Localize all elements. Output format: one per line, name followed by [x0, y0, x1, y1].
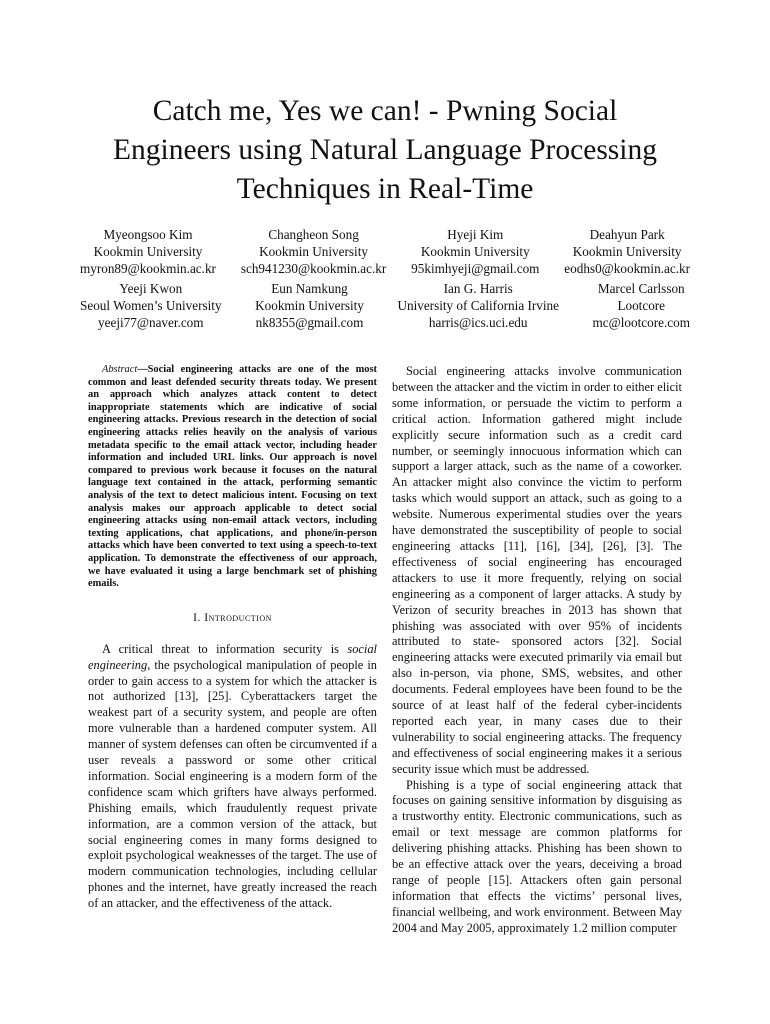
intro-paragraph-1	[88, 642, 377, 912]
author-email: eodhs0@kookmin.ac.kr	[564, 261, 690, 277]
title-line-2: Engineers using Natural Language Processing	[113, 134, 657, 166]
body-paragraph-social-engineering: Social engineering attacks involve communication between the attacker and the victim in order to either elicit some information, or persuade the victim to perform a critical action. Information gathered might include explicitly secure information such as a credit card number, or seemingly innocuous information which can support a larger attack, such as the name of a coworker. An attacker might also convince the victim to perform tasks which would support an attack, such as going to a website. Numerous experimental studies over the years have demonstrated the susceptibility of people to social engineering attacks [11], [16], [34], [26], [3]. The effectiveness of social engineering has encouraged attackers to use it more frequently, relying on social engineering as a component of larger attacks. A study by Verizon of security breaches in 2013 has shown that phishing was associated with over 95% of incidents attributed to state- sponsored actors [32]. Social engineering attacks were executed primarily via email but also in-person, via phone, SMS, websites, and other documents. Federal employees have been found to be the source of at least half of the federal cyber-incidents reported each year, in many cases due to their vulnerability to social engineering attacks. The frequency and effectiveness of social engineering makes it a serious security issue which must be addressed.	[392, 364, 682, 776]
author-name: Hyeji Kim	[447, 227, 504, 242]
intro-emphasis: social engineering	[88, 641, 377, 672]
author-name: Yeeji Kwon	[119, 280, 183, 296]
author-affiliation: Lootcore	[617, 297, 666, 313]
author-deahyun-park	[564, 226, 690, 278]
intro-text-before: A critical threat to information security is	[102, 641, 348, 656]
author-myeongsoo-kim	[80, 226, 216, 278]
author-email: 95kimhyeji@gmail.com	[411, 261, 540, 277]
author-name: Deahyun Park	[589, 227, 665, 242]
author-name: Marcel Carlsson	[597, 280, 685, 296]
title-line-3: Techniques in Real-Time	[236, 173, 534, 205]
author-name: Ian G. Harris	[443, 280, 513, 296]
author-email: myron89@kookmin.ac.kr	[80, 261, 216, 277]
author-name: Myeongsoo Kim	[103, 227, 193, 242]
author-block	[80, 226, 690, 333]
intro-text-after: , the psychological manipulation of people in order to gain access to a system for which the attacker is not authorized [13], [25]. Cyberattackers target the weakest part of a security system, and people are often more vulnerable than a hardened computer system. All manner of system defenses can often be circumvented if a user reveals a password or some other critical information. Social engineering is a modern form of the confidence scam which grifters have always performed. Phishing emails, which fraudulently request private information, are a common version of the attack, but social engineering comes in many forms designed to exploit psychological weaknesses of the target. The use of modern communication technologies, including cellular phones and the internet, have greatly increased the reach of an attacker, and the effectiveness of the attack.	[88, 657, 377, 911]
title-line-1: Catch me, Yes we can! - Pwning Social	[152, 95, 618, 127]
abstract-label: Abstract	[102, 364, 138, 375]
author-email: yeeji77@naver.com	[98, 315, 204, 331]
author-email: nk8355@gmail.com	[255, 315, 364, 331]
author-name: Eun Namkung	[271, 280, 348, 296]
abstract-text: —Social engineering attacks are one of the most common and least defended security threats today. We present an approach which analyzes attack content to detect inappropriate statements which are indicative of social engineering attacks. Previous research in the detection of social engineering attacks relies heavily on the analysis of various metadata specific to the email attack vector, including header information and included URL links. Our approach is novel compared to previous work because it focuses on the natural language text contained in the attack, performing semantic analysis of the text to detect malicious intent. Focusing on text analysis makes our approach applicable to detect social engineering attacks using non-email attack vectors, including texting applications, chat applications, and phone/in-person attacks which have been converted to text using a speech-to-text application. To demonstrate the effectiveness of our approach, we have evaluated it using a large benchmark set of phishing emails.	[88, 364, 377, 590]
author-row-1	[80, 226, 690, 278]
author-name: Changheon Song	[268, 227, 359, 242]
left-column	[88, 364, 377, 912]
author-email: harris@ics.uci.edu	[428, 315, 528, 331]
author-affiliation: Kookmin University	[255, 297, 364, 313]
author-eun-namkung	[255, 280, 364, 332]
author-affiliation: Kookmin University	[420, 244, 530, 260]
abstract	[88, 364, 377, 591]
author-affiliation: Kookmin University	[259, 244, 368, 260]
section-heading-introduction: I. Introduction	[193, 610, 272, 624]
paper-title	[60, 92, 710, 209]
author-affiliation: Kookmin University	[572, 244, 682, 260]
author-ian-harris	[397, 280, 559, 332]
author-marcel-carlsson	[593, 280, 690, 332]
author-affiliation: Seoul Women’s University	[80, 297, 222, 313]
author-hyeji-kim	[411, 226, 539, 278]
author-changheon-song	[241, 226, 386, 278]
author-yeeji-kwon	[80, 280, 222, 332]
right-column	[392, 364, 682, 937]
author-row-2	[80, 280, 690, 332]
author-email: mc@lootcore.com	[592, 315, 690, 331]
body-paragraph-phishing: Phishing is a type of social engineering attack that focuses on gaining sensitive information by disguising as a trustworthy entity. Electronic communications, such as email or text message are common platforms for delivering phishing attacks. Phishing has been shown to be an effective attack over the years, deceiving a broad range of people [15]. Attackers often gain personal information that effects the victims’ personal lives, financial wellbeing, and work environment. Between May 2004 and May 2005, approximately 1.2 million computer	[392, 777, 682, 935]
author-email: sch941230@kookmin.ac.kr	[240, 261, 387, 277]
author-affiliation: Kookmin University	[93, 244, 203, 260]
author-affiliation: University of California Irvine	[397, 297, 559, 313]
